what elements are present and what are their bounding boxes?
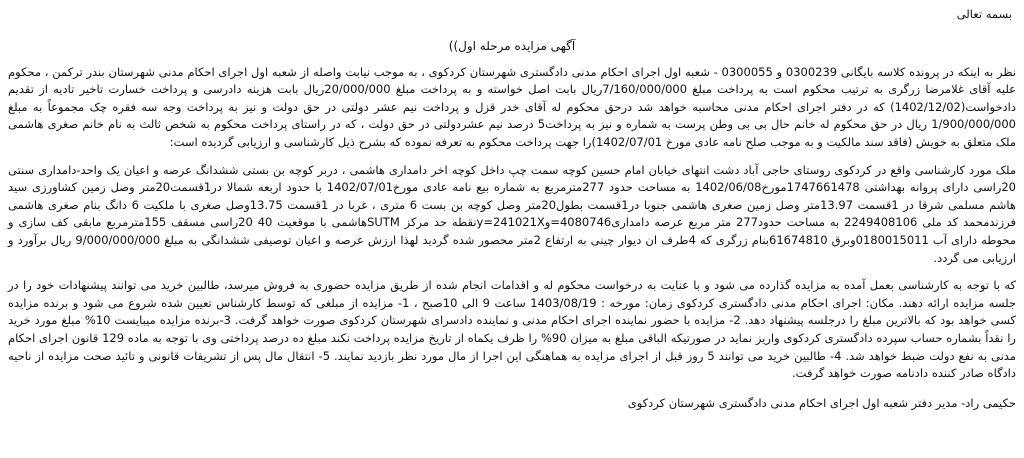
paragraph-property-description: ملک مورد کارشناسی واقع در کردکوی روستای حاجی آباد دشت انتهای خیابان امام حسین کوچه سمت چپ داخل کوچه اخر دامداری هاشمی ، دربر کوچه بن بستی ششدانگ عرصه و اعیان یک واحد-دامداری سنتی 20راسی دارای پروانه بهداشتی 1747661478مورخ1402/06/08 به مساحت حدود 277مترمربع به شماره بیع نامه عادی مورخ1402/07/01 با حدود اربعه شمالا در1قسمت20متر وصل زمین کشاورزی سید هاشم مسلمی شرقا در 1قسمت 13.97متر وصل زمین صغری هاشمی جنوبا در1قسمت بطول20متر وصل کوچه بن بست 6 متری ، غربا در 1قسمت 13.75وصل صغری با ملکیت 6 دانگ بنام صغری هاشمی فرزندمحمد کد ملی 2249408106 به مساحت حدود277 متر مربع عرصه دامداری4080746=وy=241021Xنقطه حد مرکز SUTMهاشمی با موقعیت 40 20راسی مسقف 155مترمربع مابقی کف سازی و محوطه دارای آب 0180015011وبرق 61674810بنام زرگری که 4طرف ان دیوار چینی به ارتفاع 2متر محصور شده گردید لهذا ارزش عرصه و اعیان توصیفی ششدانگی به مبلغ 9/000/000/000 ریال برآورد و ارزیابی می گردد. — [8, 162, 1016, 265]
paragraph-auction-terms: که با توجه به کارشناسی بعمل آمده به مزایده گذارده می شود و با عنایت به درخواست محکوم له و اقدامات انجام شده از طریق مزایده حضوری به فروش میرسد، طالبین خرید می توانند پیشنهادات خود را در جلسه مزایده ارائه دهند. مکان: اجرای احکام مدنی دادگستری کردکوی زمان: مورخه : 1403/08/19 ساعت 9 الی 10صبح ، 1- مزایده از مبلغی که توسط کارشناس تعیین شده شروع می شود و برنده مزایده کسی خواهد بود که بالاترین مبلغ را درجلسه پیشنهاد دهد. 2- مزایده با حضور نماینده اجرای احکام مدنی و نماینده دادسرای شهرستان کردکوی صورت خواهد گرفت. 3-برنده مزایده میبایست 10% مبلغ مورد خرید را نقداً بشماره حساب سپرده دادگستری کردکوی واریز نماید در صورتیکه الباقی مبلغ به میزان 90% را ظرف یکماه از تاریخ مزایده پرداخت نکند مبلغ ده درصد پرداختی وی با توجه به ماده 129 قانون اجرای احکام مدنی به نفع دولت ضبط خواهد شد. 4- طالبین خرید می توانند 5 روز قبل از اجرای مزایده به هماهنگی این اجرا از مال مورد نظر بازدید نمایند. 5- انتقال مال پس از تشریفات قانونی و تائید صحت مزایده از ناحیه دادگاه صادر کننده دادنامه صورت خواهد گرفت. — [8, 278, 1017, 381]
notice-title: آگهی مزایده مرحله اول)) — [448, 39, 576, 53]
signature-line: حکیمی راد- مدیر دفتر شعبه اول اجرای احکام مدنی دادگستری شهرستان کردکوی — [627, 395, 1016, 410]
bismillah-heading: بسمه تعالی — [956, 7, 1012, 21]
paragraph-case-details: نظر به اینکه در پرونده کلاسه بایگانی 0300239 و 0300055 - شعبه اول اجرای احکام مدنی دادگستری شهرستان کردکوی ، به موجب نیابت واصله از شعبه اول اجرای احکام مدنی شهرستان بندر ترکمن ، محکوم علیه آقای غلامرضا زرگری به ترتیب محکوم است به پرداخت مبلغ 7/160/000/000ریال بابت اصل خواسته و به پرداخت مبلغ 20/000/000ریال بابت هزینه دادرسی و پرداخت خسارت تاخیر تادیه از تقدیم دادخواست(1402/12/02) که در دفتر اجرای احکام مدنی محاسبه خواهد شد درحق محکوم له آقای خدر قزل و پرداخت نیم عشر دولتی در حق دولت و نیز به پرداخت وجه سه فقره چک مجموعاً به مبلغ 1/900/000/000 ریال در حق محکوم له خانم حال بی بی وطن پرست به شماره و نیز به پرداخت5 درصد نیم عشردولتی در حق دولت ، که در راستای پرداخت محکوم به شخص ثالث به نام خانم صغری هاشمی ملک متعلق به خویش (فاقد سند مالکیت و به موجب صلح نامه عادی مورخ 1402/07/01)را جهت پرداخت محکوم به تعرفه نموده که بشرح ذیل کارشناسی و ارزیابی گردیده است: — [8, 64, 1017, 149]
